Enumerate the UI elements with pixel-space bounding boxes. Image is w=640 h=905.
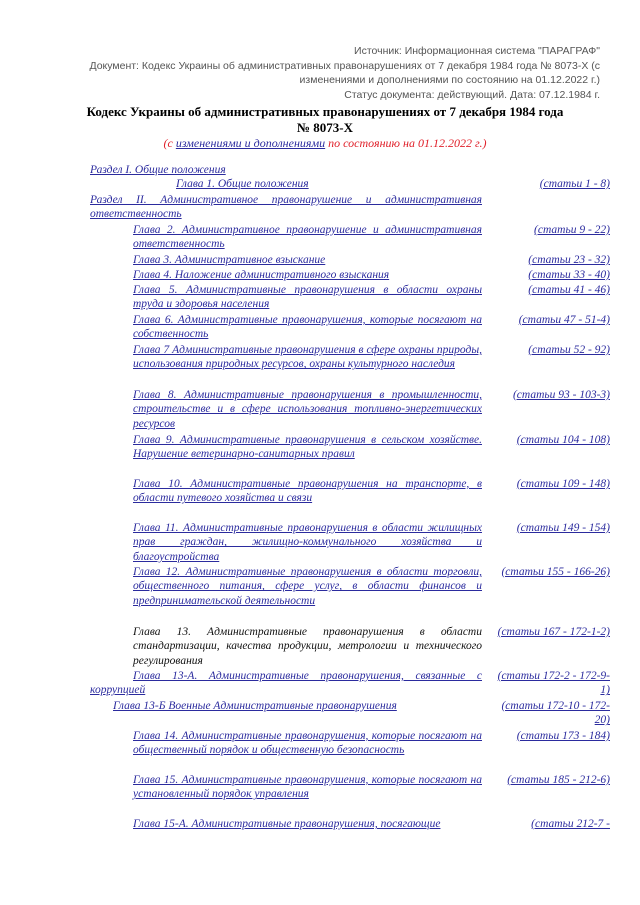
document-title: Кодекс Украины об административных правонарушениях от 7 декабря 1984 года № 8073-X xyxy=(86,104,564,135)
toc-chapter-10[interactable]: Глава 10. Административные правонарушения на транспорте, в области путевого хозяйства и связи xyxy=(133,478,482,505)
toc-articles-11[interactable]: (статьи 149 - 154) xyxy=(516,522,610,534)
document-subtitle xyxy=(85,136,565,151)
toc-chapter-12[interactable]: Глава 12. Административные правонарушения в области торговли, общественного питания, сфере услуг, в области финансов и предпринимательской деятельности xyxy=(133,566,482,607)
toc-articles-13a[interactable]: (статьи 172-2 - 172-9-1) xyxy=(497,670,610,697)
toc-articles-5[interactable]: (статьи 41 - 46) xyxy=(528,284,610,296)
toc-articles-14[interactable]: (статьи 173 - 184) xyxy=(516,730,610,742)
toc-articles-8[interactable]: (статьи 93 - 103-3) xyxy=(512,389,610,401)
subtitle-suffix: по состоянию на 01.12.2022 г.) xyxy=(325,136,487,150)
toc-chapter-2[interactable]: Глава 2. Административное правонарушение и административная ответственность xyxy=(133,224,482,251)
toc-chapter-8[interactable]: Глава 8. Административные правонарушения в промышленности, строительстве и в сфере использования топливно-энергетических ресурсов xyxy=(133,389,482,430)
toc-chapter-4[interactable]: Глава 4. Наложение административного взыскания xyxy=(133,269,390,281)
toc-chapter-15a[interactable]: Глава 15-А. Административные правонарушения, посягающие xyxy=(133,818,441,830)
toc-chapter-5[interactable]: Глава 5. Административные правонарушения в области охраны труда и здоровья населения xyxy=(133,284,482,311)
status-line: Статус документа: действующий. Дата: 07.12.1984 г. xyxy=(344,89,600,101)
toc-section-1[interactable]: Раздел I. Общие положения xyxy=(90,164,226,176)
toc-chapter-1[interactable]: Глава 1. Общие положения xyxy=(176,178,309,190)
toc-articles-13b[interactable]: (статьи 172-10 - 172-20) xyxy=(501,700,610,727)
toc-articles-15[interactable]: (статьи 185 - 212-6) xyxy=(507,774,610,786)
toc-articles-12[interactable]: (статьи 155 - 166-26) xyxy=(501,566,610,578)
toc-articles-6[interactable]: (статьи 47 - 51-4) xyxy=(518,314,610,326)
toc-articles-4[interactable]: (статьи 33 - 40) xyxy=(528,269,610,281)
toc-chapter-15[interactable]: Глава 15. Административные правонарушения, которые посягают на установленный порядок управления xyxy=(133,774,482,801)
toc-articles-1[interactable]: (статьи 1 - 8) xyxy=(539,178,610,190)
toc-chapter-13a[interactable]: Глава 13-А. Административные правонарушения, связанные с коррупцией xyxy=(90,670,482,697)
toc-chapter-7[interactable]: Глава 7 Административные правонарушения в сфере охраны природы, использования природных ресурсов, охраны культурного наследия xyxy=(133,344,482,371)
toc-articles-15a[interactable]: (статьи 212-7 - xyxy=(531,818,610,830)
subtitle-prefix: (с xyxy=(163,136,176,150)
toc-articles-3[interactable]: (статьи 23 - 32) xyxy=(528,254,610,266)
toc-section-2[interactable]: Раздел II. Административное правонарушение и административная ответственность xyxy=(90,194,482,221)
document-line: Документ: Кодекс Украины об административных правонарушениях от 7 декабря 1984 года № 8073-X (с изменениями и дополнениями по состоянию на 01.12.2022 г.) xyxy=(89,60,600,86)
toc-chapter-13b[interactable]: Глава 13-Б Военные Административные правонарушения xyxy=(113,700,397,712)
toc-articles-13[interactable]: (статьи 167 - 172-1-2) xyxy=(497,626,610,638)
toc-chapter-3[interactable]: Глава 3. Административное взыскание xyxy=(133,254,326,266)
toc-chapter-13: Глава 13. Административные правонарушения в области стандартизации, качества продукции, метрологии и технического регулирования xyxy=(133,626,482,667)
amendments-link[interactable]: изменениями и дополнениями xyxy=(175,136,326,150)
toc-articles-7[interactable]: (статьи 52 - 92) xyxy=(528,344,610,356)
toc-chapter-6[interactable]: Глава 6. Административные правонарушения, которые посягают на собственность xyxy=(133,314,482,341)
toc-chapter-9[interactable]: Глава 9. Административные правонарушения в сельском хозяйстве. Нарушение ветеринарно-санитарных правил xyxy=(133,434,482,461)
toc-chapter-14[interactable]: Глава 14. Административные правонарушения, которые посягают на общественный порядок и общественную безопасность xyxy=(133,730,482,757)
toc-chapter-11[interactable]: Глава 11. Административные правонарушения в области жилищных прав граждан, жилищно-коммунального хозяйства и благоустройства xyxy=(133,522,482,563)
source-line: Источник: Информационная система "ПАРАГРАФ" xyxy=(354,45,600,57)
toc-articles-10[interactable]: (статьи 109 - 148) xyxy=(516,478,610,490)
toc-articles-2[interactable]: (статьи 9 - 22) xyxy=(534,224,610,236)
toc-articles-9[interactable]: (статьи 104 - 108) xyxy=(516,434,610,446)
